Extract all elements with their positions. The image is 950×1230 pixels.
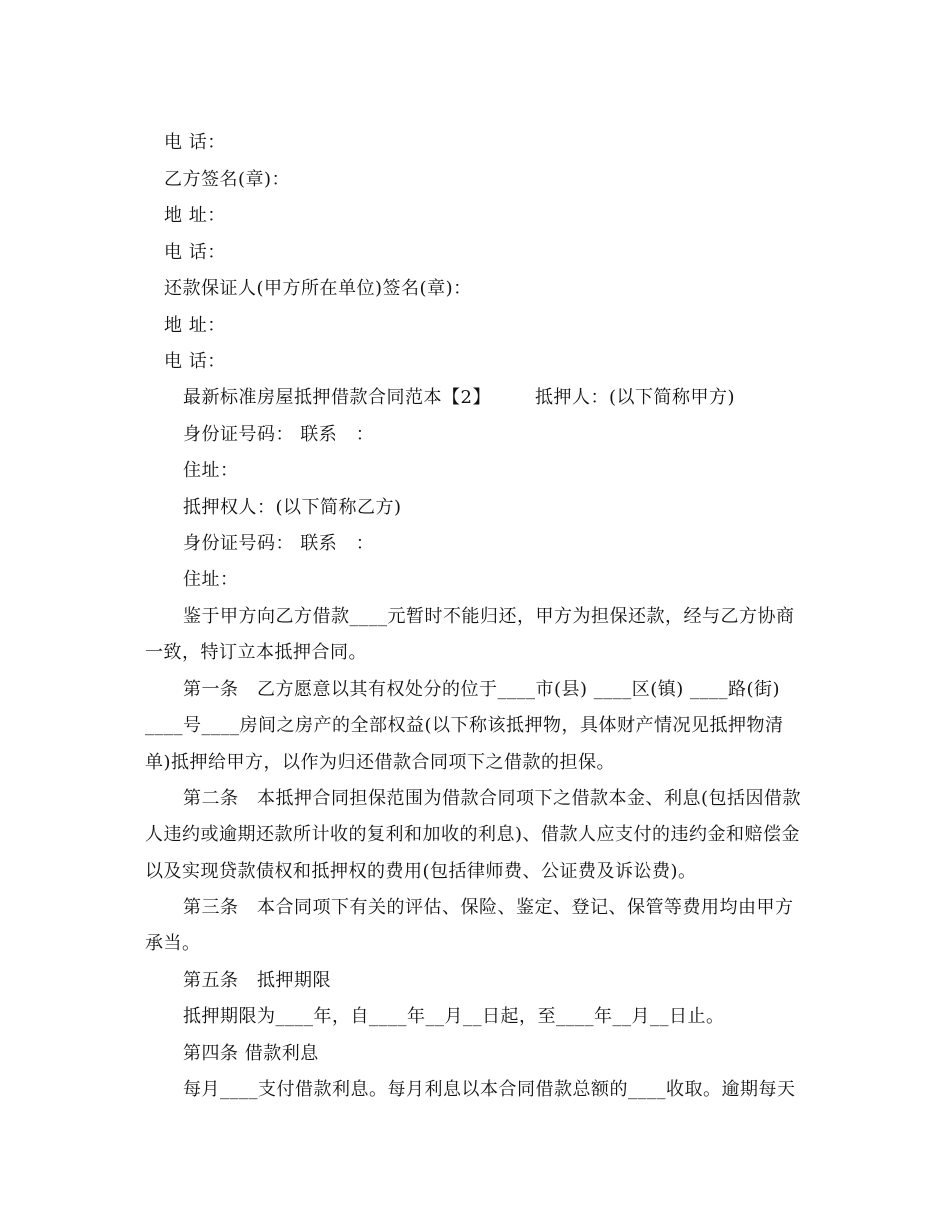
- article-2-line: 以及实现贷款债权和抵押权的费用(包括律师费、公证费及诉讼费)。: [145, 861, 697, 882]
- article-3-line: 第三条 本合同项下有关的评估、保险、鉴定、登记、保管等费用均由甲方: [183, 897, 794, 918]
- article-5-heading: 第五条 抵押期限: [183, 970, 331, 991]
- article-2-line: 人违约或逾期还款所计收的复利和加收的利息)、借款人应支付的违约金和赔偿金: [145, 824, 801, 845]
- mortgagor-label: 抵押人：(以下简称甲方): [534, 387, 735, 408]
- mortgagor-address: 住址：: [183, 460, 239, 481]
- preamble-line: 鉴于甲方向乙方借款____元暂时不能归还，甲方为担保还款，经与乙方协商: [183, 606, 795, 627]
- article-5-text: 抵押期限为____年，自____年__月__日起，至____年__月__日止。: [183, 1006, 725, 1027]
- article-3-line: 承当。: [145, 933, 201, 954]
- address-label: 地 址：: [164, 315, 226, 336]
- preamble-line: 一致，特订立本抵押合同。: [145, 642, 367, 663]
- mortgagor-id-line: 身份证号码： 联系 ：: [183, 424, 375, 445]
- mortgagee-id-line: 身份证号码： 联系 ：: [183, 533, 375, 554]
- contract-title: 最新标准房屋抵押借款合同范本【2】: [183, 387, 491, 408]
- article-1-line: ____号____房间之房产的全部权益(以下称该抵押物，具体财产情况见抵押物清: [145, 715, 784, 736]
- phone-label: 电 话：: [164, 351, 226, 372]
- party-b-signature-label: 乙方签名(章)：: [164, 169, 291, 190]
- phone-label: 电 话：: [164, 242, 226, 263]
- mortgagee-address: 住址：: [183, 569, 239, 590]
- article-2-line: 第二条 本抵押合同担保范围为借款合同项下之借款本金、利息(包括因借款: [183, 788, 802, 809]
- address-label: 地 址：: [164, 205, 226, 226]
- phone-label: 电 话：: [164, 132, 226, 153]
- article-1-line: 单)抵押给甲方，以作为归还借款合同项下之借款的担保。: [145, 752, 616, 773]
- contract-title-line: [183, 386, 735, 410]
- article-4-heading: 第四条 借款利息: [183, 1043, 319, 1064]
- article-4-text: 每月____支付借款利息。每月利息以本合同借款总额的____收取。逾期每天: [183, 1079, 796, 1100]
- article-1-line: 第一条 乙方愿意以其有权处分的位于____市(县) ____区(镇) ____路(街): [183, 679, 781, 700]
- mortgagee-label: 抵押权人：(以下简称乙方): [183, 497, 402, 518]
- guarantor-signature-label: 还款保证人(甲方所在单位)签名(章)：: [164, 278, 472, 299]
